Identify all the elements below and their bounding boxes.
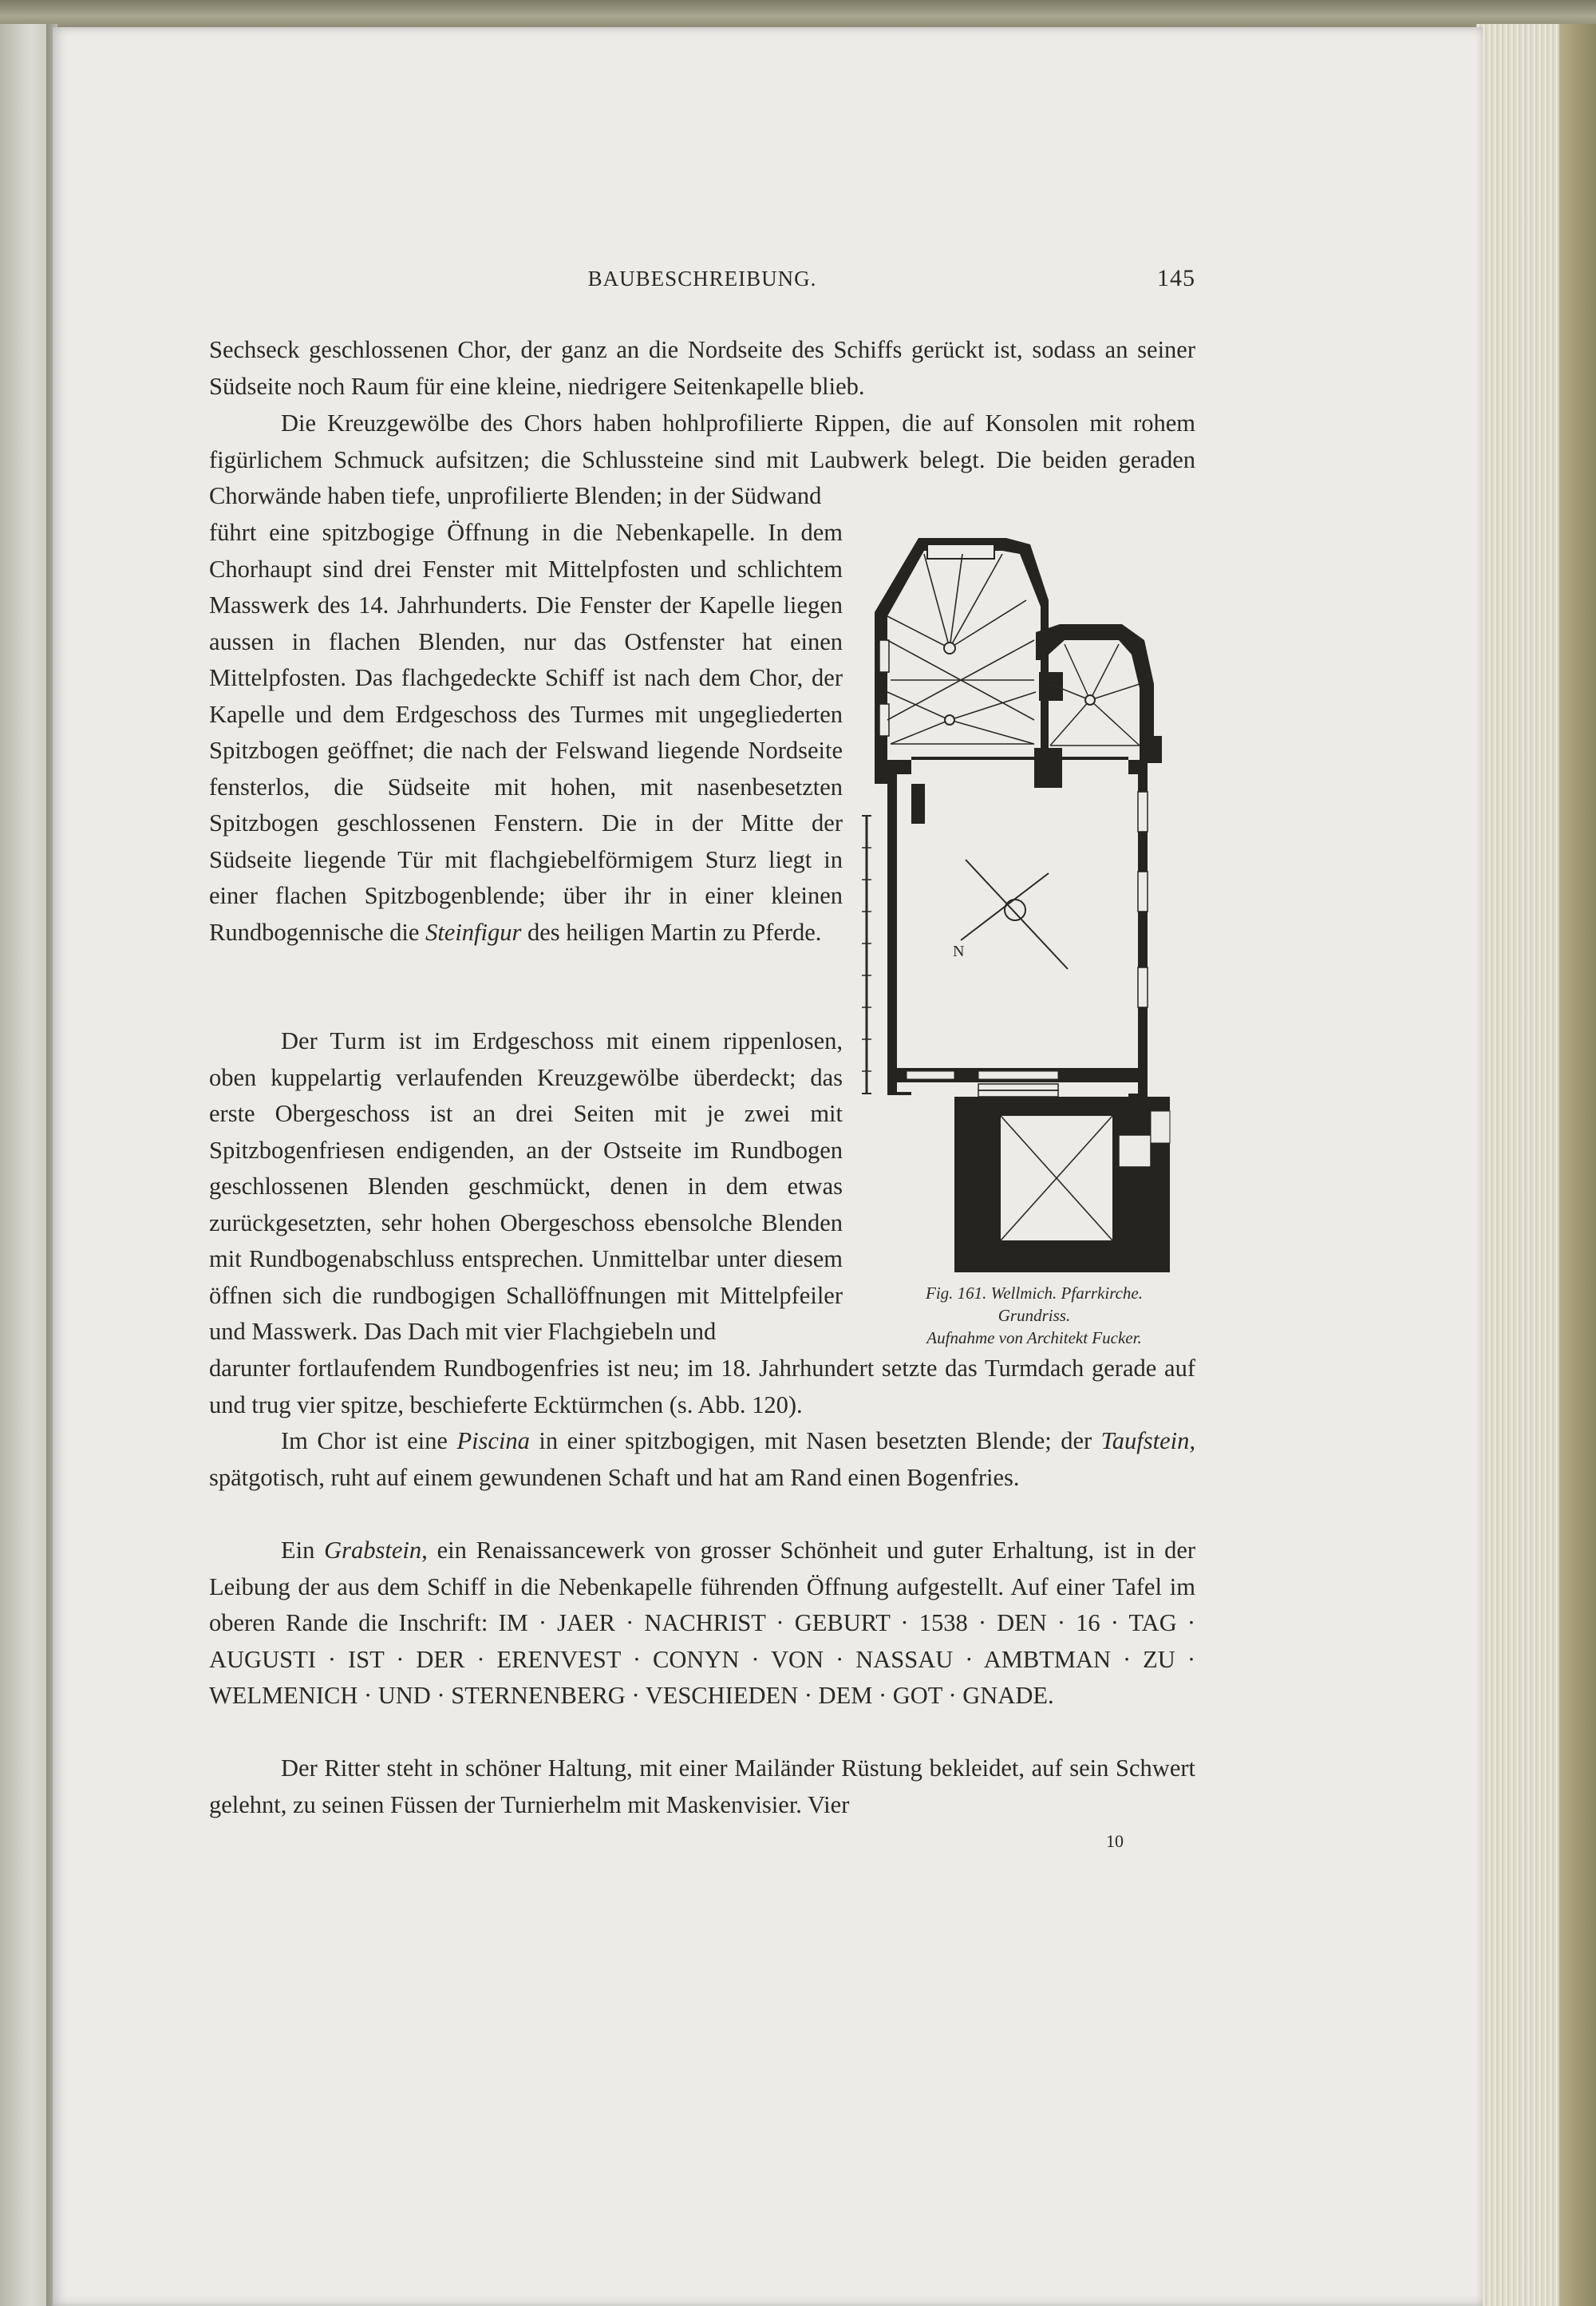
scale-bar (862, 816, 871, 1094)
running-head-title: BAUBESCHREIBUNG. (587, 267, 817, 291)
paragraph-piscina (209, 1423, 1195, 1496)
paragraph-grabstein (209, 1533, 1195, 1715)
book-binding-top (0, 0, 1596, 27)
spaced-term-turm: Turm (330, 1027, 387, 1054)
paragraph-piscina-lead: Im Chor ist eine (281, 1427, 448, 1454)
paragraph-windows (209, 515, 843, 951)
book-page (53, 27, 1483, 2306)
emph-steinfigur: Steinfigur (425, 918, 522, 946)
caption-line-fig: Fig. 161. Wellmich. Pfarrkirche. (926, 1284, 1143, 1303)
facing-page-edge (0, 24, 51, 2306)
nave-walls (887, 758, 1148, 1097)
caption-line-credit: Aufnahme von Architekt Fucker. (926, 1328, 1142, 1347)
emph-taufstein: Taufstein, (1100, 1427, 1196, 1454)
side-chapel-walls (1036, 624, 1162, 763)
paragraph-windows-end: des heiligen Martin zu Pferde. (527, 918, 822, 946)
page-number: 145 (1157, 265, 1195, 291)
printer-signature-mark: 10 (1106, 1831, 1124, 1851)
inscription-text: IM · JAER · NACHRIST · GEBURT · 1538 · DEN · 16 · TAG · AUGUSTI · IST · DER · ERENVEST · CONYN · VON · NASSAU · AMBTMAN · ZU · WELMENICH · UND · STERNENBERG · VESCHIEDEN · DEM · GOT · GNADE. (209, 1609, 1196, 1709)
floor-plan-figure (859, 520, 1210, 1277)
paragraph-choir-intro: Sechseck geschlossenen Chor, der ganz an die Nordseite des Schiffs gerückt ist, sodass an seiner Südseite noch Raum für eine kleine, niedrigere Seitenkapelle blieb. (209, 336, 1195, 400)
paragraph-tower-text: ist im Erdgeschoss mit einem rippenlosen, oben kuppelartig verlaufenden Kreuzgewölbe überdeckt; das erste Obergeschoss ist an drei Seiten mit je zwei mit Spitzbogenfriesen endigenden, an der Ostseite im Rundbogen geschlossenen Blenden geschmückt, denen in dem etwas zurückgesetzten, sehr hohen Obergeschoss ebensolche Blenden mit Rundbogenabschluss entsprechen. Unmittelbar unter diesem öffnen sich die rundbogigen Schallöffnungen mit Mittelpfeiler und Masswerk. Das Dach mit vier Flachgiebeln und (209, 1027, 843, 1345)
emph-grabstein: Grabstein, (324, 1537, 428, 1564)
paragraph-windows-text: führt eine spitzbogige Öffnung in die Nebenkapelle. In dem Chorhaupt sind drei Fenster mit Mittelpfosten und schlichtem Masswerk des 14. Jahrhunderts. Die Fenster der Kapelle liegen aussen in flachen Blenden, nur das Ostfenster hat einen Mittelpfosten. Das flachgedeckte Schiff ist nach dem Chor, der Kapelle und dem Erdgeschoss des Turmes mit ungegliederten Spitzbogen geöffnet; die nach der Felswand liegende Nordseite fensterlos, die Südseite mit hohen, mit nasenbesetzten Spitzbogen geschlossenen Fenstern. Die in der Mitte der Südseite liegende Tür mit flachgiebelförmigem Sturz liegt in einer flachen Spitzbogenblende; über ihr in einer kleinen Rundbogennische die (209, 519, 843, 946)
north-arrow (953, 860, 1068, 969)
page-stack-edges (1476, 24, 1596, 2306)
paragraph-tower-roof: darunter fortlaufendem Rundbogenfries ist neu; im 18. Jahrhundert setzte das Turmdach gerade auf und trug vier spitze, beschieferte Ecktürmchen (s. Abb. 120). (209, 1355, 1195, 1418)
paragraph-piscina-mid: in einer spitzbogigen, mit Nasen besetzten Blende; der (539, 1427, 1092, 1454)
caption-line-grundriss: Grundriss. (998, 1306, 1071, 1325)
running-head (209, 267, 1195, 299)
figure-caption (859, 1282, 1210, 1349)
paragraph-tower (209, 1023, 843, 1351)
paragraph-grabstein-lead: Ein (281, 1537, 315, 1564)
paragraph-grabstein-text: ein Renaissancewerk von grosser Schönheit und guter Erhaltung, ist in der Leibung der aus dem Schiff in die Nebenkapelle führenden Öffnung aufgestellt. Auf einer Tafel im oberen Rande die Inschrift: (209, 1537, 1196, 1636)
paragraph-knight: Der Ritter steht in schöner Haltung, mit einer Mailänder Rüstung bekleidet, auf sein Schwert gelehnt, zu seinen Füssen der Turnierhelm mit Maskenvisier. Vier (209, 1754, 1195, 1818)
north-label: N (953, 943, 965, 960)
paragraph-vaults: Die Kreuzgewölbe des Chors haben hohlprofilierte Rippen, die auf Konsolen mit rohem figürlichem Schmuck aufsitzen; die Schlussteine sind mit Laubwerk belegt. Die beiden geraden Chorwände haben tiefe, unprofilierte Blenden; in der Südwand (209, 409, 1195, 509)
paragraph-piscina-end: spätgotisch, ruht auf einem gewundenen Schaft und hat am Rand einen Bogenfries. (209, 1463, 1020, 1491)
paragraph-tower-lead: Der (281, 1027, 318, 1054)
tower-walls (954, 1097, 1170, 1272)
emph-piscina: Piscina (456, 1427, 530, 1454)
